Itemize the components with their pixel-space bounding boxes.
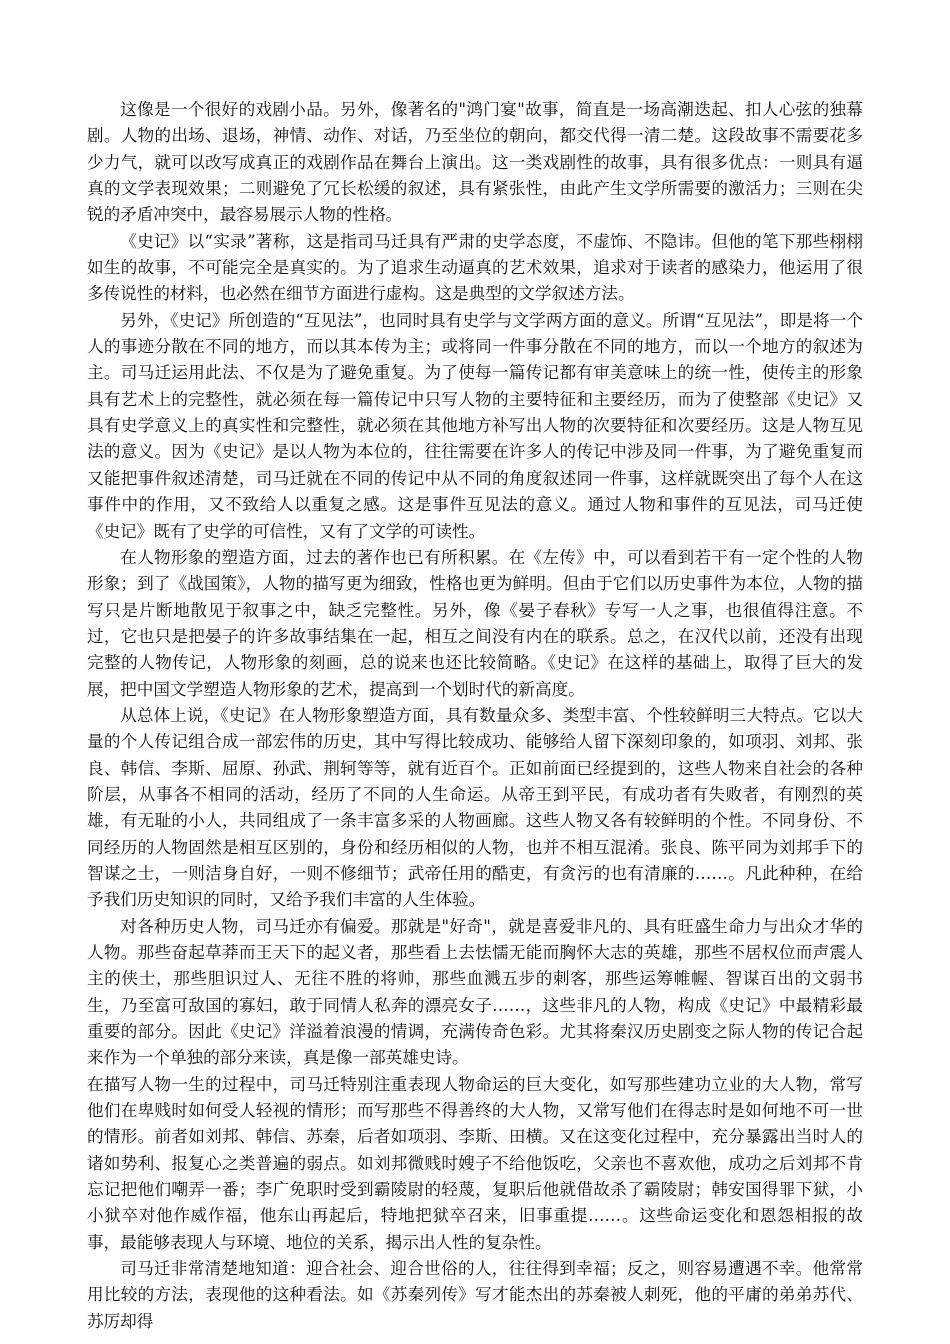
paragraph-character-portrayal-history: 在人物形象的塑造方面，过去的著作也已有所积累。在《左传》中，可以看到若干有一定个性的人物形象；到了《战国策》，人物的描写更为细致，性格也更为鲜明。但由于它们以历史事件为本位，人物的描写只是片断地散见于叙事之中，缺乏完整性。另外，像《晏子春秋》专写一人之事，也很值得注意。不过，它也只是把晏子的许多故事结集在一起，相互之间没有内在的联系。总之，在汉代以前，还没有出现完整的人物传记，人物形象的刻画，总的说来也还比较简略。《史记》在这样的基础上，取得了巨大的发展，把中国文学塑造人物形象的艺术，提高到一个划时代的新高度。 bbox=[87, 547, 863, 699]
paragraph-character-features: 从总体上说，《史记》在人物形象塑造方面，具有数量众多、类型丰富、个性较鲜明三大特点。它以大量的个人传记组合成一部宏伟的历史，其中写得比较成功、能够给人留下深刻印象的，如项羽、刘邦、张良、韩信、李斯、屈原、孙武、荆轲等等，就有近百个。正如前面已经提到的，这些人物来自社会的各种阶层，从事各不相同的活动，经历了不同的人生命运。从帝王到平民，有成功者有失败者，有刚烈的英雄，有无耻的小人，共同组成了一条丰富多采的人物画廊。这些人物又各有较鲜明的个性。不同身份、不同经历的人物固然是相互区别的，身份和经历相似的人物，也并不相互混淆。张良、陈平同为刘邦手下的智谋之士，一则洁身自好，一则不修细节；武帝任用的酷吏，有贪污的也有清廉的……。凡此种种，在给予我们历史知识的同时，又给予我们丰富的人生体验。 bbox=[87, 705, 863, 910]
paragraph-preference-for-extraordinary: 对各种历史人物，司马迁亦有偏爱。那就是"好奇"，就是喜爱非凡的、具有旺盛生命力与出众才华的人物。那些奋起草莽而王天下的起义者，那些看上去怯懦无能而胸怀大志的英雄，那些不居权位而声震人主的侠士，那些胆识过人、无往不胜的将帅，那些血溅五步的刺客，那些运筹帷幄、智谋百出的文弱书生，乃至富可敌国的寡妇，敢于同情人私奔的漂亮女子……，这些非凡的人物，构成《史记》中最精彩最重要的部分。因此《史记》洋溢着浪漫的情调，充满传奇色彩。尤其将秦汉历史剧变之际人物的传记合起来作为一个单独的部分来读，真是像一部英雄史诗。 bbox=[87, 916, 863, 1068]
paragraph-comparison-method: 司马迁非常清楚地知道：迎合社会、迎合世俗的人，往往得到幸福；反之，则容易遭遇不幸。他常常用比较的方法，表现他的这种看法。如《苏秦列传》写才能杰出的苏秦被人刺死，他的平庸的弟弟苏代、苏厉却得 bbox=[87, 1259, 863, 1331]
paragraph-shiji-record: 《史记》以“实录”著称，这是指司马迁具有严肃的史学态度，不虚饰、不隐讳。但他的笔下那些栩栩如生的故事，不可能完全是真实的。为了追求生动逼真的艺术效果，追求对于读者的感染力，他运用了很多传说性的材料，也必然在细节方面进行虚构。这是典型的文学叙述方法。 bbox=[87, 231, 863, 304]
paragraph-fate-changes: 在描写人物一生的过程中，司马迁特别注重表现人物命运的巨大变化，如写那些建功立业的大人物，常写他们在卑贱时如何受人轻视的情形；而写那些不得善终的大人物，又常写他们在得志时是如何地不可一世的情形。前者如刘邦、韩信、苏秦，后者如项羽、李斯、田横。又在这变化过程中，充分暴露出当时人的诸如势利、报复心之类普遍的弱点。如刘邦微贱时嫂子不给他饭吃，父亲也不喜欢他，成功之后刘邦不肯忘记把他们嘲弄一番；李广免职时受到霸陵尉的轻蔑，复职后他就借故杀了霸陵尉；韩安国得罪下狱，小小狱卒对他作威作福，他东山再起后，特地把狱卒召来，旧事重提……。这些命运变化和恩怨相报的故事，最能够表现人与环境、地位的关系，揭示出人性的复杂性。 bbox=[87, 1074, 863, 1252]
document-page bbox=[87, 97, 863, 1335]
paragraph-mutual-reference-method: 另外，《史记》所创造的“互见法”，也同时具有史学与文学两方面的意义。所谓“互见法”，即是将一个人的事迹分散在不同的地方，而以其本传为主；或将同一件事分散在不同的地方，而以一个地方的叙述为主。司马迁运用此法、不仅是为了避免重复。为了使每一篇传记都有审美意味上的统一性，使传主的形象具有艺术上的完整性，就必须在每一篇传记中只写人物的主要特征和主要经历，而为了使整部《史记》又具有史学意义上的真实性和完整性，就必须在其他地方补写出人物的次要特征和次要经历。这是人物互见法的意义。因为《史记》是以人物为本位的，往往需要在许多人的传记中涉及同一件事，为了避免重复而又能把事件叙述清楚，司马迁就在不同的传记中从不同的角度叙述同一件事，这样就既突出了每个人在这事件中的作用，又不致给人以重复之感。这是事件互见法的意义。通过人物和事件的互见法，司马迁使《史记》既有了史学的可信性，又有了文学的可读性。 bbox=[87, 310, 863, 541]
paragraph-drama-stories: 这像是一个很好的戏剧小品。另外，像著名的"鸿门宴"故事，简直是一场高潮迭起、扣人心弦的独幕剧。人物的出场、退场，神情、动作、对话，乃至坐位的朝向，都交代得一清二楚。这段故事不需要花多少力气，就可以改写成真正的戏剧作品在舞台上演出。这一类戏剧性的故事，具有很多优点：一则具有逼真的文学表现效果；二则避免了冗长松缓的叙述，具有紧张性，由此产生文学所需要的激活力；三则在尖锐的矛盾冲突中，最容易展示人物的性格。 bbox=[87, 100, 863, 225]
